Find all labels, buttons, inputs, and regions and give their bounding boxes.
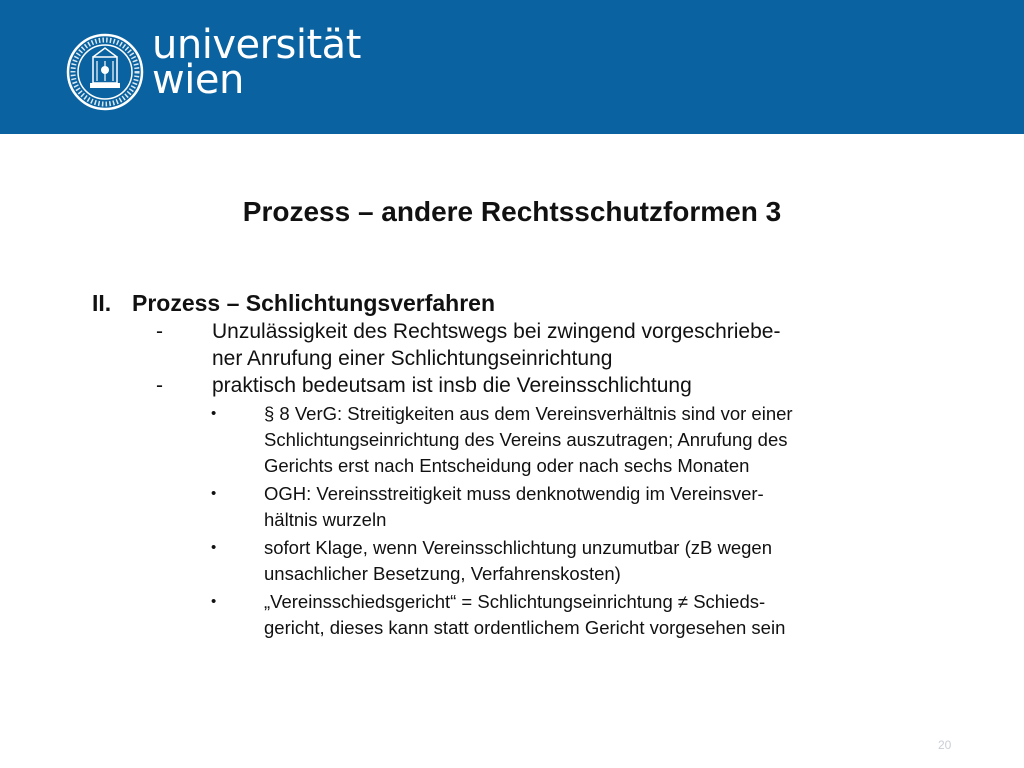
dash-marker: - xyxy=(156,320,163,343)
bullet-marker: • xyxy=(211,485,217,502)
dash-item-line: ner Anrufung einer Schlichtungseinrichtung xyxy=(212,347,613,370)
header-bar xyxy=(0,0,1024,134)
university-wordmark xyxy=(152,22,361,103)
bullet-item-line: hältnis wurzeln xyxy=(264,509,387,530)
dash-item-line: Unzulässigkeit des Rechtswegs bei zwingend vorgeschriebe- xyxy=(212,320,781,343)
wordmark-line-1: universität xyxy=(152,22,361,68)
bullet-item-line: unsachlicher Besetzung, Verfahrenskosten) xyxy=(264,563,621,584)
bullet-list-item xyxy=(92,401,932,479)
bullet-item-line: „Vereinsschiedsgericht“ = Schlichtungseinrichtung ≠ Schieds- xyxy=(264,591,766,612)
dash-list-item xyxy=(92,318,932,372)
bullet-marker: • xyxy=(211,405,217,422)
bullet-marker: • xyxy=(211,593,217,610)
bullet-item-line: OGH: Vereinsstreitigkeit muss denknotwendig im Vereinsver- xyxy=(264,483,764,504)
dash-marker: - xyxy=(156,374,163,397)
wordmark-line-2: wien xyxy=(152,57,244,103)
bullet-item-line: § 8 VerG: Streitigkeiten aus dem Vereinsverhältnis sind vor einer xyxy=(264,403,793,424)
dash-item-line: praktisch bedeutsam ist insb die Vereinsschlichtung xyxy=(212,374,692,397)
bullet-list-item xyxy=(92,589,932,641)
bullet-list-item xyxy=(92,535,932,587)
bullet-list-item xyxy=(92,481,932,533)
dash-list-item xyxy=(92,372,932,399)
slide-title: Prozess – andere Rechtsschutzformen 3 xyxy=(242,196,782,227)
section-heading xyxy=(92,288,932,318)
bullet-marker: • xyxy=(211,539,217,556)
bullet-item-line: Schlichtungseinrichtung des Vereins auszutragen; Anrufung des xyxy=(264,429,788,450)
bullet-item-line: gericht, dieses kann statt ordentlichem Gericht vorgesehen sein xyxy=(264,617,786,638)
bullet-item-line: sofort Klage, wenn Vereinsschlichtung unzumutbar (zB wegen xyxy=(264,537,773,558)
bullet-item-line: Gerichts erst nach Entscheidung oder nach sechs Monaten xyxy=(264,455,750,476)
section-number: II. xyxy=(92,290,112,316)
university-seal-icon xyxy=(66,33,144,111)
slide-content xyxy=(92,288,932,641)
section-heading-text: Prozess – Schlichtungsverfahren xyxy=(132,290,496,316)
page-number: 20 xyxy=(938,738,952,752)
